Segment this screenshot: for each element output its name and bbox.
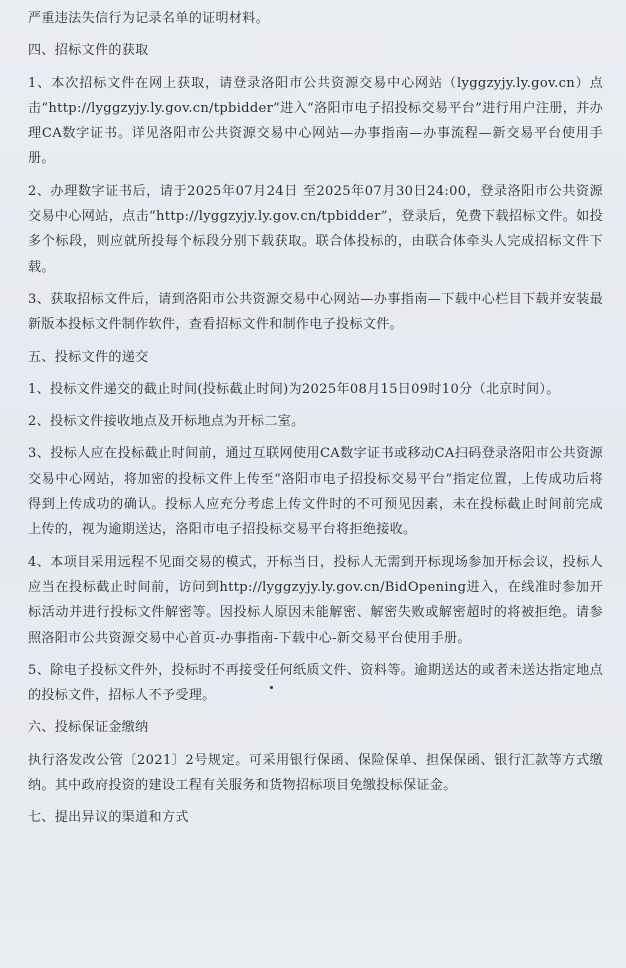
document-body: [28, 6, 603, 831]
paragraph-5-2: 2、投标文件接收地点及开标地点为开标二室。: [28, 414, 305, 430]
paragraph-4-3: 3、获取招标文件后，请到洛阳市公共资源交易中心网站—办事指南—下载中心栏目下载并安装最新版本投标文件制作软件，查看招标文件和制作电子投标文件。: [28, 291, 603, 333]
heading-section-5: 五、投标文件的递交: [28, 349, 149, 365]
heading-section-6: 六、投标保证金缴纳: [28, 720, 149, 736]
paragraph-6-1: 执行洛发改公管〔2021〕2号规定。可采用银行保函、保险保单、担保保函、银行汇款等方式缴纳。其中政府投资的建设工程有关服务和货物招标项目免缴投标保证金。: [28, 752, 603, 794]
heading-section-7: 七、提出异议的渠道和方式: [28, 810, 189, 826]
paragraph-4-1: 1、本次招标文件在网上获取，请登录洛阳市公共资源交易中心网站（lyggzyjy.ly.gov.cn）点击“http://lyggzyjy.ly.gov.cn/tpbidder”进入“洛阳市电子招投标交易平台”进行用户注册，并办理CA数字证书。详见洛阳市公共资源交易中心网站—办事指南—办事流程—新交易平台使用手册。: [28, 75, 603, 167]
paragraph-5-1: 1、投标文件递交的截止时间(投标截止时间)为2025年08月15日09时10分（北京时间）。: [28, 381, 560, 397]
paragraph-5-4: 4、本项目采用远程不见面交易的模式，开标当日，投标人无需到开标现场参加开标会议，投标人应当在投标截止时间前，访问到http://lyggzyjy.ly.gov.cn/BidOpening进入，在线准时参加开标活动并进行投标文件解密等。因投标人原因未能解密、解密失败或解密超时的将被拒绝。请参照洛阳市公共资源交易中心首页-办事指南-下载中心-新交易平台使用手册。: [28, 554, 603, 646]
heading-section-4: 四、招标文件的获取: [28, 43, 149, 59]
paragraph-credit-record: 严重违法失信行为记录名单的证明材料。: [28, 11, 270, 26]
paragraph-5-3: 3、投标人应在投标截止时间前，通过互联网使用CA数字证书或移动CA扫码登录洛阳市公共资源交易中心网站，将加密的投标文件上传至“洛阳市电子招投标交易平台”指定位置，上传成功后将得到上传成功的确认。投标人应充分考虑上传文件时的不可预见因素，未在投标截止时间前完成上传的，视为逾期送达，洛阳市电子招投标交易平台将拒绝接收。: [28, 446, 603, 538]
paragraph-4-2: 2、办理数字证书后，请于2025年07月24日 至2025年07月30日24:00，登录洛阳市公共资源交易中心网站，点击“http://lyggzyjy.ly.gov.cn/tpbidder”，登录后，免费下载招标文件。如投多个标段，则应就所投每个标段分别下载获取。联合体投标的，由联合体牵头人完成招标文件下载。: [28, 183, 603, 275]
scan-speck: [270, 686, 273, 689]
paragraph-5-5: 5、除电子投标文件外，投标时不再接受任何纸质文件、资料等。逾期送达的或者未送达指定地点的投标文件，招标人不予受理。: [28, 662, 603, 704]
